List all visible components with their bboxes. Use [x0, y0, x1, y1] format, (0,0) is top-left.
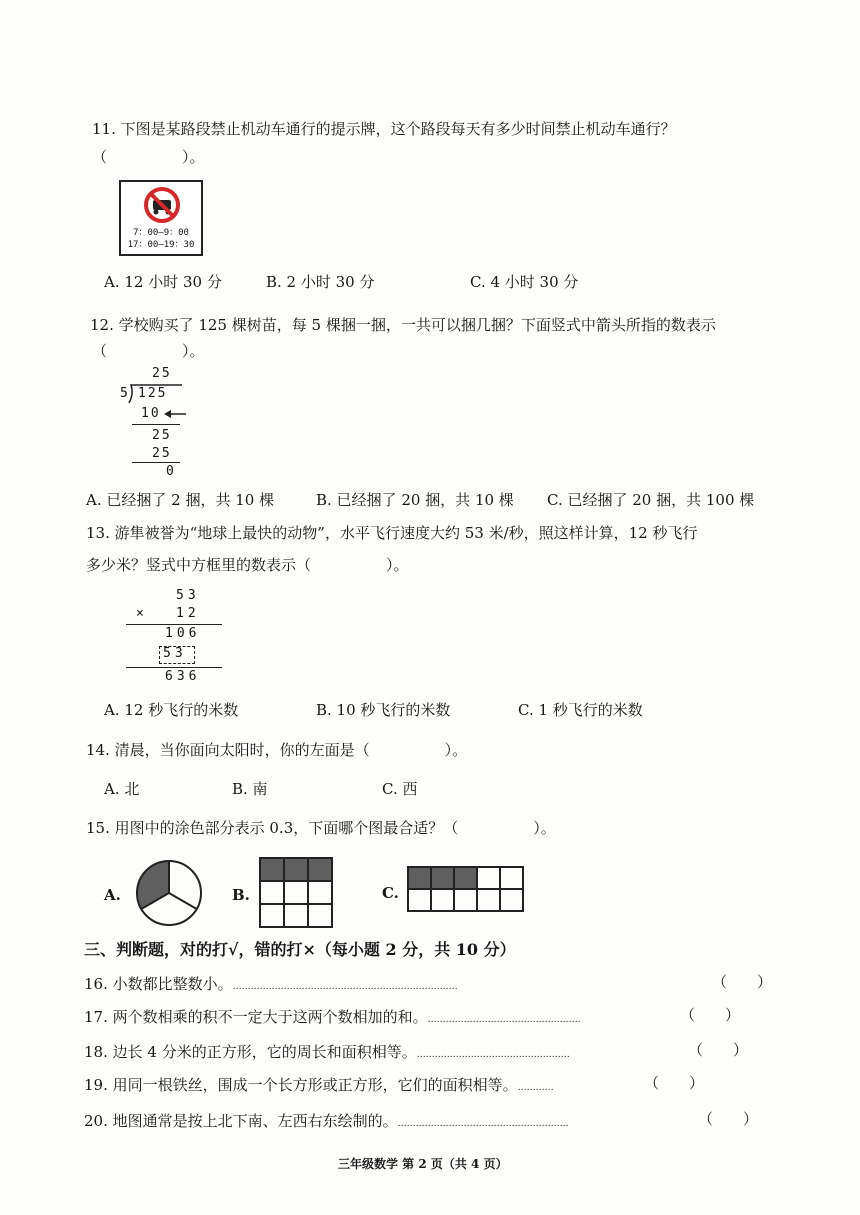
judge-text: 17. 两个数相乘的积不一定大于这两个数相加的和。: [84, 1008, 428, 1026]
q12-text: 12. 学校购买了 125 棵树苗，每 5 棵捆一捆，一共可以捆几捆？下面竖式中箭头所指的数表示: [90, 316, 716, 334]
judge-item-19: 19. 用同一根铁丝，围成一个长方形或正方形，它们的面积相等。…………: [84, 1076, 554, 1094]
q11-text: 11. 下图是某路段禁止机动车通行的提示牌，这个路段每天有多少时间禁止机动车通行？: [92, 120, 676, 138]
division-step2b: 25: [152, 446, 172, 461]
pie-thirds-figure: [135, 859, 203, 927]
sign-time-evening: 17：00—19：30: [127, 240, 195, 250]
page-footer: 三年级数学 第 2 页（共 4 页）: [338, 1157, 508, 1171]
q15-label-b[interactable]: B.: [232, 886, 250, 904]
q14-option-a[interactable]: A. 北: [104, 780, 140, 798]
judge-text: 16. 小数都比整数小。: [84, 975, 233, 993]
section3-title: 三、判断题，对的打√，错的打×（每小题 2 分，共 10 分）: [84, 940, 516, 959]
q11-blank[interactable]: （ ）。: [92, 148, 205, 166]
judge-item-16: 16. 小数都比整数小。…………………………………………………………………: [84, 975, 458, 993]
judge-text: 19. 用同一根铁丝，围成一个长方形或正方形，它们的面积相等。: [84, 1076, 518, 1094]
division-divisor: 5: [120, 386, 128, 401]
q13-option-a[interactable]: A. 12 秒飞行的米数: [104, 701, 239, 719]
division-dividend: 125: [138, 386, 168, 401]
q15-label-a[interactable]: A.: [104, 886, 121, 904]
q15-text: 15. 用图中的涂色部分表示 0.3，下面哪个图最合适？（ ）。: [86, 819, 556, 837]
no-motor-vehicle-sign: [119, 180, 203, 256]
judge-paren-18[interactable]: （ ）: [688, 1041, 749, 1059]
grid-2x5-figure: [407, 866, 524, 912]
judge-paren-16[interactable]: （ ）: [712, 973, 773, 991]
judge-text: 18. 边长 4 分米的正方形，它的周长和面积相等。: [84, 1043, 417, 1061]
judge-text: 20. 地图通常是按上北下南、左西右东绘制的。: [84, 1112, 398, 1130]
q12-option-b[interactable]: B. 已经捆了 20 捆，共 10 棵: [316, 491, 514, 509]
judge-item-17: 17. 两个数相乘的积不一定大于这两个数相加的和。……………………………………………: [84, 1008, 581, 1026]
no-car-icon: [143, 186, 181, 224]
q14-option-c[interactable]: C. 西: [382, 780, 418, 798]
q13-option-b[interactable]: B. 10 秒飞行的米数: [316, 701, 451, 719]
mult-multiplier: 12: [176, 606, 200, 621]
q12-blank[interactable]: （ ）。: [92, 342, 205, 360]
judge-paren-19[interactable]: （ ）: [644, 1074, 705, 1092]
division-quotient: 25: [152, 366, 172, 381]
q11-option-b[interactable]: B. 2 小时 30 分: [266, 273, 375, 291]
sign-time-morning: 7：00—9：00: [133, 228, 189, 238]
q14-option-b[interactable]: B. 南: [232, 780, 268, 798]
judge-item-18: 18. 边长 4 分米的正方形，它的周长和面积相等。……………………………………………: [84, 1043, 570, 1061]
mult-partial2: 53: [163, 646, 187, 661]
division-remainder: 0: [166, 464, 174, 479]
mult-result: 636: [165, 669, 201, 684]
mult-multiplicand: 53: [176, 588, 200, 603]
q14-text: 14. 清晨，当你面向太阳时，你的左面是（ ）。: [86, 741, 468, 759]
judge-paren-17[interactable]: （ ）: [680, 1006, 741, 1024]
arrow-left-icon: [163, 408, 187, 420]
division-step1: 10: [141, 406, 161, 421]
division-step2a: 25: [152, 428, 172, 443]
judge-item-20: 20. 地图通常是按上北下南、左西右东绘制的。…………………………………………………: [84, 1112, 569, 1130]
judge-paren-20[interactable]: （ ）: [698, 1110, 759, 1128]
q11-option-c[interactable]: C. 4 小时 30 分: [470, 273, 579, 291]
q13-option-c[interactable]: C. 1 秒飞行的米数: [518, 701, 643, 719]
q13-text-line1: 13. 游隼被誉为“地球上最快的动物”，水平飞行速度大约 53 米/秒，照这样计算，12 秒飞行: [86, 524, 698, 542]
q11-option-a[interactable]: A. 12 小时 30 分: [104, 273, 222, 291]
q13-text-line2: 多少米？竖式中方框里的数表示（ ）。: [86, 556, 409, 574]
grid-3x3-figure: [259, 857, 333, 928]
mult-sign: ×: [136, 606, 144, 621]
q12-option-c[interactable]: C. 已经捆了 20 捆，共 100 棵: [547, 491, 755, 509]
q15-label-c[interactable]: C.: [382, 884, 399, 902]
mult-partial1: 106: [165, 626, 201, 641]
q12-option-a[interactable]: A. 已经捆了 2 捆，共 10 棵: [86, 491, 275, 509]
